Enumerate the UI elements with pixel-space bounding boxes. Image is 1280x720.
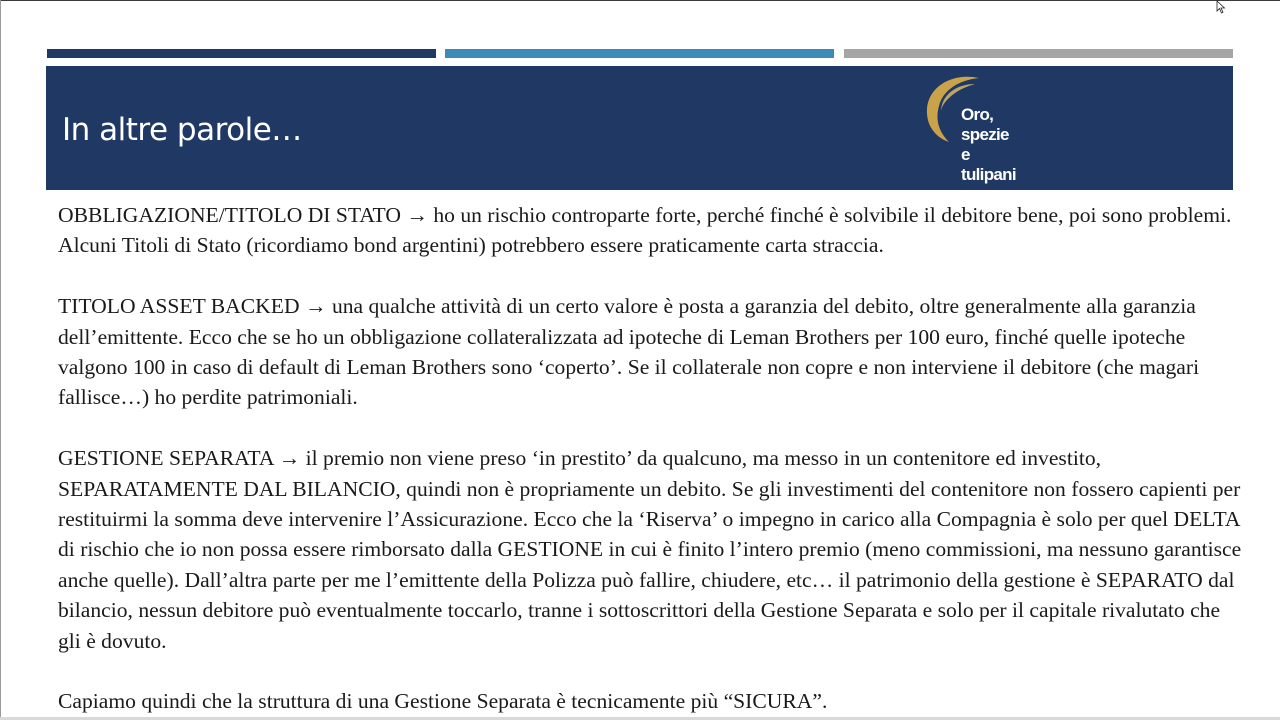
logo-line: Oro, — [961, 105, 994, 124]
logo-line: e — [961, 145, 970, 164]
paragraph-titolo-di-stato: OBBLIGAZIONE/TITOLO DI STATO → ho un rischio controparte forte, perché finché è solvibile il debitore bene, poi sono problemi. Alcuni Titoli di Stato (ricordiamo bond argentini) potrebbero essere praticamente carta straccia. — [58, 203, 1232, 258]
window-top-border — [0, 0, 1280, 1]
logo-wordmark — [961, 105, 1016, 185]
paragraph-spacer — [58, 413, 1248, 443]
brand-logo — [921, 74, 1041, 186]
accent-stripe-dark-blue — [47, 49, 436, 58]
paragraph-asset-backed: TITOLO ASSET BACKED → una qualche attività di un certo valore è posta a garanzia del debito, oltre generalmente alla garanzia dell’emittente. Ecco che se ho un obbligazione collateralizzata ad ipoteche di Leman Brothers per 100 euro, finché quelle ipoteche valgono 100 in caso di default di Leman Brothers sono ‘coperto’. Se il collaterale non copre e non interviene il debitore (che magari fallisce…) ho perdite patrimoniali. — [58, 294, 1200, 410]
accent-stripe-gray — [844, 49, 1233, 58]
logo-line: spezie — [961, 125, 1009, 144]
slide-title: In altre parole… — [62, 112, 302, 148]
paragraph-spacer — [58, 656, 1248, 686]
logo-line: tulipani — [961, 165, 1016, 184]
paragraph-spacer — [58, 261, 1248, 291]
accent-stripe-light-blue — [445, 49, 834, 58]
slide-body — [58, 200, 1248, 717]
window-left-border — [0, 0, 1, 720]
mouse-pointer-icon — [1216, 0, 1226, 14]
paragraph-conclusion: Capiamo quindi che la struttura di una Gestione Separata è tecnicamente più “SICURA”. — [58, 689, 828, 714]
title-banner — [46, 66, 1233, 190]
paragraph-gestione-separata: GESTIONE SEPARATA → il premio non viene preso ‘in prestito’ da qualcuno, ma messo in un contenitore ed investito, SEPARATAMENTE DAL BILANCIO, quindi non è propriamente un debito. Se gli investimenti del contenitore non fossero capienti per restituirmi la somma deve intervenire l’Assicurazione. Ecco che la ‘Riserva’ o impegno in carico alla Compagnia è solo per quel DELTA di rischio che io non possa essere rimborsato dalla GESTIONE in cui è finito l’intero premio (meno commissioni, ma nessuno garantisce anche quelle). Dall’altra parte per me l’emittente della Polizza può fallire, chiudere, etc… il patrimonio della gestione è SEPARATO dal bilancio, nessun debitore può eventualmente toccarlo, tranne i sottoscrittori della Gestione Separata e solo per il capitale rivalutato che gli è dovuto. — [58, 446, 1242, 653]
